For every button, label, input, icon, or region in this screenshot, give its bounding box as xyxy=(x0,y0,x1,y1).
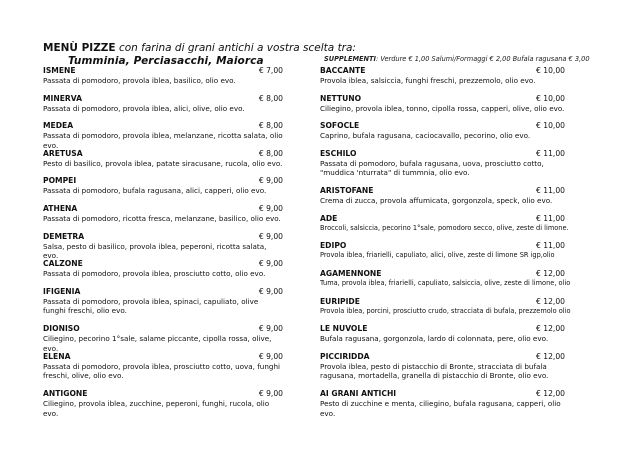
pizza-price: € 9,00 xyxy=(258,389,283,399)
pizza-name: ISMENE xyxy=(43,66,76,75)
menu-item xyxy=(320,389,565,417)
pizza-ingredients: Pesto di basilico, provola iblea, patate siracusane, rucola, olio evo. xyxy=(43,158,283,168)
menu-item xyxy=(320,94,565,122)
menu-item xyxy=(43,176,283,204)
menu-item-header xyxy=(320,389,565,399)
menu-title-bold: MENÙ PIZZE xyxy=(43,42,116,54)
pizza-price: € 11,00 xyxy=(536,213,565,223)
pizza-price: € 9,00 xyxy=(258,176,283,186)
pizza-name: ELENA xyxy=(43,351,71,361)
menu-item-header xyxy=(320,186,565,196)
pizza-price: € 9,00 xyxy=(258,231,283,241)
pizza-name: DEMETRA xyxy=(43,231,85,241)
menu-item xyxy=(43,94,283,122)
menu-item-header xyxy=(43,287,283,297)
menu-item xyxy=(320,352,565,389)
pizza-price: € 9,00 xyxy=(258,351,283,361)
pizza-ingredients: Salsa, pesto di basilico, provola iblea, peperoni, ricotta salata, evo. xyxy=(43,241,267,261)
menu-title-italic: con farina di grani antichi a vostra scelta tra: xyxy=(118,42,356,54)
pizza-ingredients: Broccoli, salsiccia, pecorino 1°sale, pomodoro secco, olive, zeste di limone. xyxy=(320,223,569,232)
menu-item-header xyxy=(320,149,565,159)
menu-item-header xyxy=(320,121,565,131)
menu-item xyxy=(320,149,565,186)
right-menu-column xyxy=(320,66,571,418)
menu-item-header xyxy=(320,324,565,334)
menu-item-header xyxy=(43,94,283,104)
pizza-price: € 11,00 xyxy=(536,148,565,158)
pizza-name: IFIGENIA xyxy=(43,286,81,296)
pizza-price: € 11,00 xyxy=(536,241,565,251)
menu-item-header xyxy=(320,241,565,251)
pizza-name: MINERVA xyxy=(43,93,83,103)
menu-item xyxy=(320,241,565,269)
pizza-ingredients: Provola iblea, salsiccia, funghi freschi, prezzemolo, olio evo. xyxy=(320,76,536,85)
menu-item-header xyxy=(320,297,565,307)
grain-varieties: Tumminia, Perciasacchi, Maiorca xyxy=(68,55,264,67)
pizza-price: € 10,00 xyxy=(536,121,565,131)
pizza-name: EURIPIDE xyxy=(320,296,360,306)
pizza-price: € 9,00 xyxy=(258,286,283,296)
menu-item-header xyxy=(320,94,565,104)
menu-item-header xyxy=(43,176,283,186)
menu-item-header xyxy=(43,259,283,269)
pizza-price: € 8,00 xyxy=(258,148,283,158)
pizza-ingredients: Passata di pomodoro, ricotta fresca, melanzane, basilico, olio evo. xyxy=(43,213,281,223)
pizza-name: AI GRANI ANTICHI xyxy=(320,389,397,399)
supplements-note xyxy=(324,55,590,63)
menu-item-header xyxy=(320,352,565,362)
menu-item xyxy=(320,296,571,325)
supplements-text: : Verdure € 1,00 Salumi/Formaggi € 2,00 Bufala ragusana € 3,00 xyxy=(376,55,590,63)
pizza-price: € 12,00 xyxy=(536,324,565,334)
pizza-price: € 12,00 xyxy=(536,351,565,361)
pizza-price: € 9,00 xyxy=(258,203,283,213)
menu-item-header xyxy=(43,352,283,362)
pizza-name: NETTUNO xyxy=(320,93,362,103)
menu-item xyxy=(43,121,283,149)
pizza-price: € 9,00 xyxy=(258,259,283,269)
pizza-ingredients: Passata di pomodoro, bufala ragusana, alici, capperi, olio evo. xyxy=(43,186,267,196)
pizza-ingredients: Provola iblea, pesto di pistacchio di Bronte, stracciata di bufala ragusana, mortadella, granella di pistacchio di Bronte, olio evo. xyxy=(320,361,549,381)
pizza-ingredients: Ciliegino, provola iblea, tonno, cipolla rossa, capperi, olive, olio evo. xyxy=(320,103,565,113)
menu-item xyxy=(43,204,283,232)
pizza-name: ANTIGONE xyxy=(43,389,88,399)
menu-item-header xyxy=(43,204,283,214)
menu-item-header xyxy=(43,149,283,159)
pizza-ingredients: Passata di pomodoro, provola iblea, alici, olive, olio evo. xyxy=(43,103,245,113)
pizza-ingredients: Passata di pomodoro, provola iblea, spinaci, capuliato, olive funghi freschi, olio evo. xyxy=(43,296,259,316)
pizza-ingredients: Passata di pomodoro, bufala ragusana, uova, prosciutto cotto, "muddica 'nturrata" di tummnia, olio evo. xyxy=(320,158,544,178)
menu-item xyxy=(320,268,571,297)
pizza-name: LE NUVOLE xyxy=(320,324,368,334)
menu-item-header xyxy=(43,389,283,399)
pizza-name: ARISTOFANE xyxy=(320,186,374,196)
pizza-ingredients: Caprino, bufala ragusana, caciocavallo, pecorino, olio evo. xyxy=(320,131,531,141)
pizza-price: € 11,00 xyxy=(536,186,565,196)
pizza-ingredients: Passata di pomodoro, provola iblea, melanzane, ricotta salata, olio evo. xyxy=(43,131,283,150)
pizza-ingredients: Passata di pomodoro, provola iblea, prosciutto cotto, olio evo. xyxy=(43,269,266,279)
menu-item-header xyxy=(43,66,283,76)
pizza-name: EDIPO xyxy=(320,241,347,251)
pizza-name: PICCIRIDDA xyxy=(320,351,370,361)
pizza-ingredients: Provola iblea, friarielli, capuliato, alici, olive, zeste di limone SR igp,olio xyxy=(320,251,555,260)
pizza-ingredients: Crema di zucca, provola affumicata, gorgonzola, speck, olio evo. xyxy=(320,196,553,206)
pizza-price: € 9,00 xyxy=(258,324,283,334)
pizza-price: € 12,00 xyxy=(536,268,565,278)
menu-item xyxy=(320,324,565,352)
menu-item-header xyxy=(43,232,283,242)
menu-item xyxy=(43,259,283,287)
menu-item xyxy=(320,186,565,214)
menu-item xyxy=(43,389,283,417)
pizza-price: € 10,00 xyxy=(536,93,565,103)
pizza-price: € 10,00 xyxy=(536,66,565,75)
menu-item xyxy=(43,324,283,352)
pizza-name: BACCANTE xyxy=(320,66,366,75)
pizza-ingredients: Bufala ragusana, gorgonzola, lardo di colonnata, pere, olio evo. xyxy=(320,334,549,344)
menu-item xyxy=(43,232,283,260)
menu-item xyxy=(320,66,565,94)
pizza-ingredients: Ciliegino, provola iblea, zucchine, peperoni, funghi, rucola, olio evo. xyxy=(43,399,270,418)
pizza-name: MEDEA xyxy=(43,121,74,131)
pizza-price: € 12,00 xyxy=(536,296,565,306)
pizza-name: ARETUSA xyxy=(43,148,83,158)
pizza-price: € 12,00 xyxy=(536,389,565,399)
pizza-price: € 7,00 xyxy=(258,66,283,75)
pizza-price: € 8,00 xyxy=(258,93,283,103)
pizza-name: POMPEI xyxy=(43,176,77,186)
pizza-ingredients: Tuma, provola iblea, friarielli, capuliato, salsiccia, olive, zeste di limone, olio xyxy=(320,278,571,287)
pizza-ingredients: Pesto di zucchine e menta, ciliegino, bufala ragusana, capperi, olio evo. xyxy=(320,399,561,418)
supplements-label: SUPPLEMENTI xyxy=(324,55,377,63)
pizza-name: ATHENA xyxy=(43,203,78,213)
menu-title xyxy=(43,42,356,54)
pizza-ingredients: Provola iblea, porcini, prosciutto crudo, stracciata di bufala, prezzemolo olio xyxy=(320,306,571,315)
menu-item-header xyxy=(320,214,565,224)
pizza-ingredients: Ciliegino, pecorino 1°sale, salame piccante, cipolla rossa, olive, evo. xyxy=(43,334,272,353)
pizza-price: € 8,00 xyxy=(258,121,283,131)
pizza-name: ADE xyxy=(320,213,338,223)
menu-item xyxy=(320,213,569,242)
left-menu-column xyxy=(43,66,283,417)
pizza-name: CALZONE xyxy=(43,259,83,269)
menu-item xyxy=(43,66,283,94)
menu-item xyxy=(43,287,283,324)
menu-item xyxy=(43,149,283,177)
pizza-name: SOFOCLE xyxy=(320,121,360,131)
pizza-ingredients: Passata di pomodoro, provola iblea, prosciutto cotto, uova, funghi freschi, olive, olio evo. xyxy=(43,361,281,381)
pizza-name: DIONISO xyxy=(43,324,80,334)
pizza-ingredients: Passata di pomodoro, provola iblea, basilico, olio evo. xyxy=(43,76,236,85)
menu-item xyxy=(320,121,565,149)
menu-item-header xyxy=(320,66,565,76)
pizza-name: ESCHILO xyxy=(320,148,357,158)
menu-item-header xyxy=(43,121,283,131)
menu-item-header xyxy=(43,324,283,334)
pizza-name: AGAMENNONE xyxy=(320,268,382,278)
menu-item-header xyxy=(320,269,565,279)
menu-item xyxy=(43,352,283,389)
